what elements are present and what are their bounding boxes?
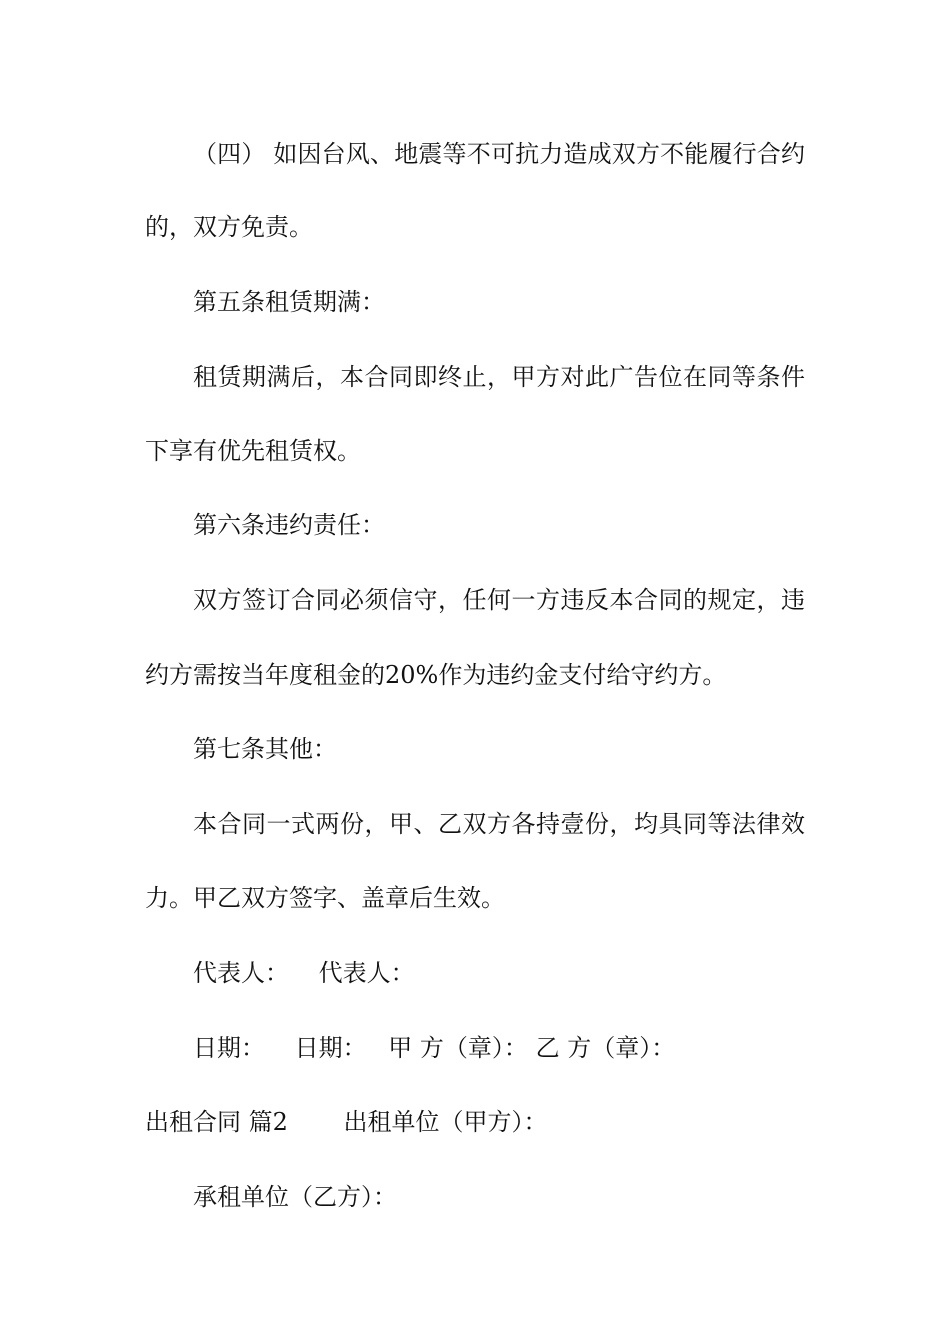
section2-header [145,1107,805,1137]
section2-title: 出租合同 篇2 [145,1108,288,1136]
paragraph-line: 本合同一式两份，甲、乙双方各持壹份，均具同等法律效 [193,810,805,838]
party-b-seal: 乙 方（章）： [535,1034,676,1062]
party-a-representative: 代表人： [193,959,289,987]
paragraph-line: 力。甲乙双方签字、盖章后生效。 [145,884,505,912]
article-heading: 第六条违约责任： [193,511,385,539]
section2-lessor: 出租单位（甲方）： [343,1108,548,1136]
paragraph-line: 的，双方免责。 [145,213,313,241]
signature-representatives [193,958,805,988]
article-heading: 第七条其他： [193,735,337,763]
party-b-date: 日期： [294,1034,367,1062]
party-b-representative: 代表人： [318,959,415,987]
party-a-seal: 甲 方（章）： [388,1034,528,1062]
paragraph-line: 双方签订合同必须信守，任何一方违反本合同的规定，违 [193,586,805,614]
article-heading: 第五条租赁期满： [193,288,385,316]
paragraph-line: 租赁期满后，本合同即终止，甲方对此广告位在同等条件 [193,363,805,391]
signature-dates-seals [193,1033,805,1063]
paragraph-line: （四） 如因台风、地震等不可抗力造成双方不能履行合约 [193,140,805,168]
section2-lessee: 承租单位（乙方）： [193,1183,397,1211]
party-a-date: 日期： [193,1034,265,1062]
paragraph-line: 约方需按当年度租金的20%作为违约金支付给守约方。 [145,661,727,689]
paragraph-line: 下享有优先租赁权。 [145,437,361,465]
